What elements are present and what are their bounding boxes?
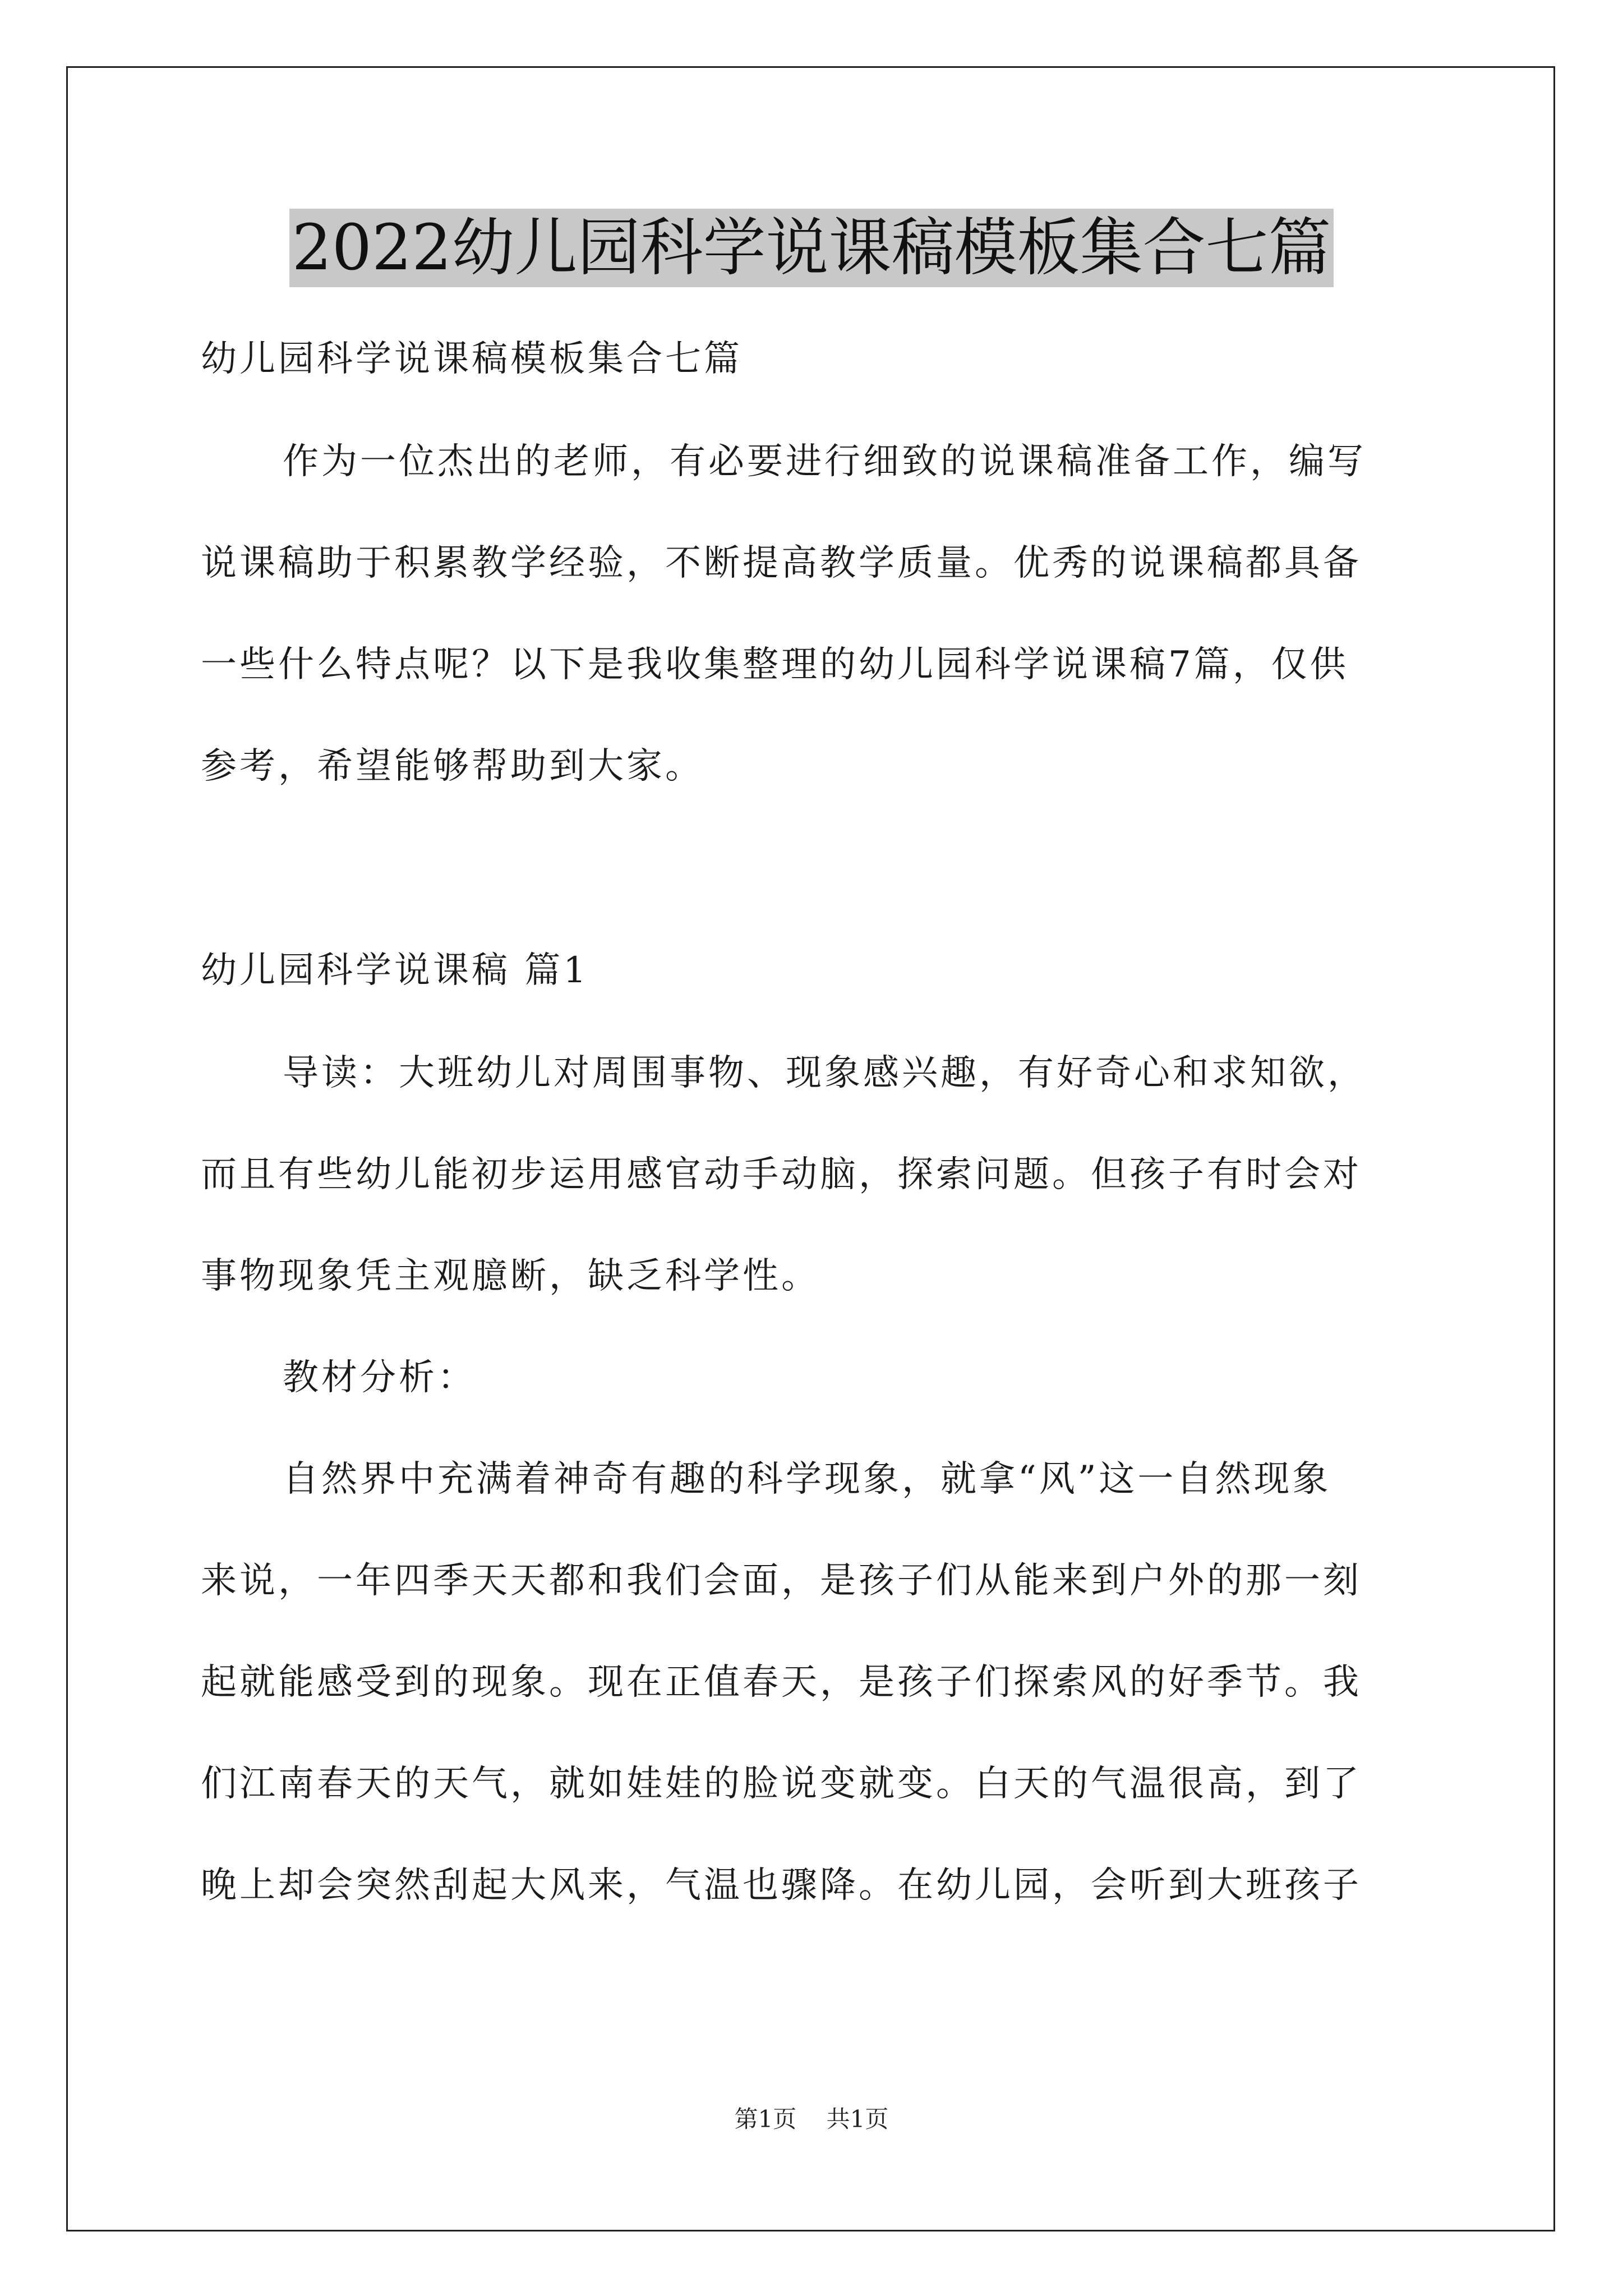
page-footer — [0, 2102, 1623, 2136]
paragraph-line: 教材分析： — [283, 1357, 476, 1398]
document-subtitle: 幼儿园科学说课稿模板集合七篇 — [201, 338, 743, 380]
paragraph-line: 而且有些幼儿能初步运用感官动手动脑，探索问题。但孩子有时会对 — [201, 1154, 1362, 1195]
page-number: 第1页 — [734, 2105, 797, 2133]
document-title: 2022幼儿园科学说课稿模板集合七篇 — [289, 209, 1333, 287]
title-container — [0, 209, 1623, 287]
paragraph-line: 自然界中充满着神奇有趣的科学现象，就拿“风”这一自然现象 — [283, 1458, 1331, 1500]
paragraph-line: 作为一位杰出的老师，有必要进行细致的说课稿准备工作，编写 — [283, 441, 1366, 482]
paragraph-line: 参考，希望能够帮助到大家。 — [201, 746, 704, 787]
paragraph-line: 晚上却会突然刮起大风来，气温也骤降。在幼儿园，会听到大班孩子 — [201, 1865, 1362, 1906]
section-heading: 幼儿园科学说课稿 篇1 — [201, 950, 589, 991]
paragraph-line: 事物现象凭主观臆断，缺乏科学性。 — [201, 1255, 820, 1297]
paragraph-line: 来说，一年四季天天都和我们会面，是孩子们从能来到户外的那一刻 — [201, 1560, 1362, 1602]
paragraph-line: 起就能感受到的现象。现在正值春天，是孩子们探索风的好季节。我 — [201, 1662, 1362, 1703]
paragraph-line: 说课稿助于积累教学经验，不断提高教学质量。优秀的说课稿都具备 — [201, 542, 1362, 584]
paragraph-line: 们江南春天的天气，就如娃娃的脸说变就变。白天的气温很高，到了 — [201, 1763, 1362, 1805]
paragraph-line: 导读：大班幼儿对周围事物、现象感兴趣，有好奇心和求知欲， — [283, 1052, 1366, 1094]
page-total: 共1页 — [826, 2105, 889, 2133]
paragraph-line: 一些什么特点呢？以下是我收集整理的幼儿园科学说课稿7篇，仅供 — [201, 644, 1349, 685]
